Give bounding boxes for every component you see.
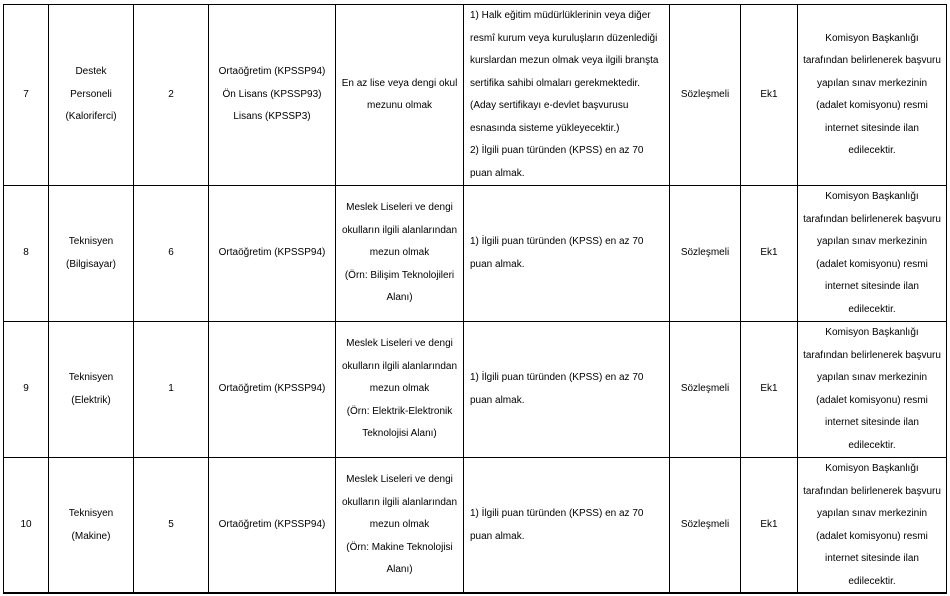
education-requirement: En az lise veya dengi okul mezunu olmak bbox=[336, 5, 464, 186]
position-title: Destek Personeli (Kaloriferci) bbox=[49, 5, 134, 186]
annex-ref: Ek1 bbox=[741, 5, 798, 186]
row-number: 8 bbox=[4, 186, 49, 322]
education-requirement: Meslek Liseleri ve dengi okulların ilgili alanlarından mezun olmak (Örn: Bilişim Teknolojileri Alanı) bbox=[336, 186, 464, 322]
exam-score-types: Ortaöğretim (KPSSP94) bbox=[209, 458, 336, 594]
position-title: Teknisyen (Bilgisayar) bbox=[49, 186, 134, 322]
table-row bbox=[4, 5, 947, 186]
position-count: 5 bbox=[134, 458, 209, 594]
other-requirements: 1) Halk eğitim müdürlüklerinin veya diğer resmî kurum veya kuruluşların düzenlediği kurslardan mezun olmak veya ilgili branşta sertifika sahibi olmaları gerekmektedir. (Aday sertifikayı e-devlet başvurusu esnasında sisteme yükleyecektir.) 2) İlgili puan türünden (KPSS) en az 70 puan almak. bbox=[464, 5, 670, 186]
position-title: Teknisyen (Elektrik) bbox=[49, 322, 134, 458]
table-bottom-rule bbox=[3, 592, 946, 593]
row-number: 9 bbox=[4, 322, 49, 458]
contract-type: Sözleşmeli bbox=[670, 458, 741, 594]
row-number: 10 bbox=[4, 458, 49, 594]
other-requirements: 1) İlgili puan türünden (KPSS) en az 70 puan almak. bbox=[464, 458, 670, 594]
exam-place-note: Komisyon Başkanlığı tarafından belirlenerek başvuru yapılan sınav merkezinin (adalet komisyonu) resmi internet sitesinde ilan edilecektir. bbox=[798, 458, 947, 594]
contract-type: Sözleşmeli bbox=[670, 322, 741, 458]
positions-table bbox=[3, 4, 947, 594]
other-requirements: 1) İlgili puan türünden (KPSS) en az 70 puan almak. bbox=[464, 186, 670, 322]
education-requirement: Meslek Liseleri ve dengi okulların ilgili alanlarından mezun olmak (Örn: Elektrik-Elektronik Teknolojisi Alanı) bbox=[336, 322, 464, 458]
other-requirements: 1) İlgili puan türünden (KPSS) en az 70 puan almak. bbox=[464, 322, 670, 458]
position-count: 1 bbox=[134, 322, 209, 458]
exam-score-types: Ortaöğretim (KPSSP94) bbox=[209, 322, 336, 458]
annex-ref: Ek1 bbox=[741, 458, 798, 594]
table-row bbox=[4, 322, 947, 458]
position-count: 2 bbox=[134, 5, 209, 186]
exam-score-types: Ortaöğretim (KPSSP94) bbox=[209, 186, 336, 322]
contract-type: Sözleşmeli bbox=[670, 186, 741, 322]
row-number: 7 bbox=[4, 5, 49, 186]
annex-ref: Ek1 bbox=[741, 186, 798, 322]
position-count: 6 bbox=[134, 186, 209, 322]
exam-score-types: Ortaöğretim (KPSSP94) Ön Lisans (KPSSP93) Lisans (KPSSP3) bbox=[209, 5, 336, 186]
table-row bbox=[4, 186, 947, 322]
education-requirement: Meslek Liseleri ve dengi okulların ilgili alanlarından mezun olmak (Örn: Makine Teknolojisi Alanı) bbox=[336, 458, 464, 594]
table-row bbox=[4, 458, 947, 594]
position-title: Teknisyen (Makine) bbox=[49, 458, 134, 594]
exam-place-note: Komisyon Başkanlığı tarafından belirlenerek başvuru yapılan sınav merkezinin (adalet komisyonu) resmi internet sitesinde ilan edilecektir. bbox=[798, 5, 947, 186]
contract-type: Sözleşmeli bbox=[670, 5, 741, 186]
exam-place-note: Komisyon Başkanlığı tarafından belirlenerek başvuru yapılan sınav merkezinin (adalet komisyonu) resmi internet sitesinde ilan edilecektir. bbox=[798, 322, 947, 458]
exam-place-note: Komisyon Başkanlığı tarafından belirlenerek başvuru yapılan sınav merkezinin (adalet komisyonu) resmi internet sitesinde ilan edilecektir. bbox=[798, 186, 947, 322]
annex-ref: Ek1 bbox=[741, 322, 798, 458]
